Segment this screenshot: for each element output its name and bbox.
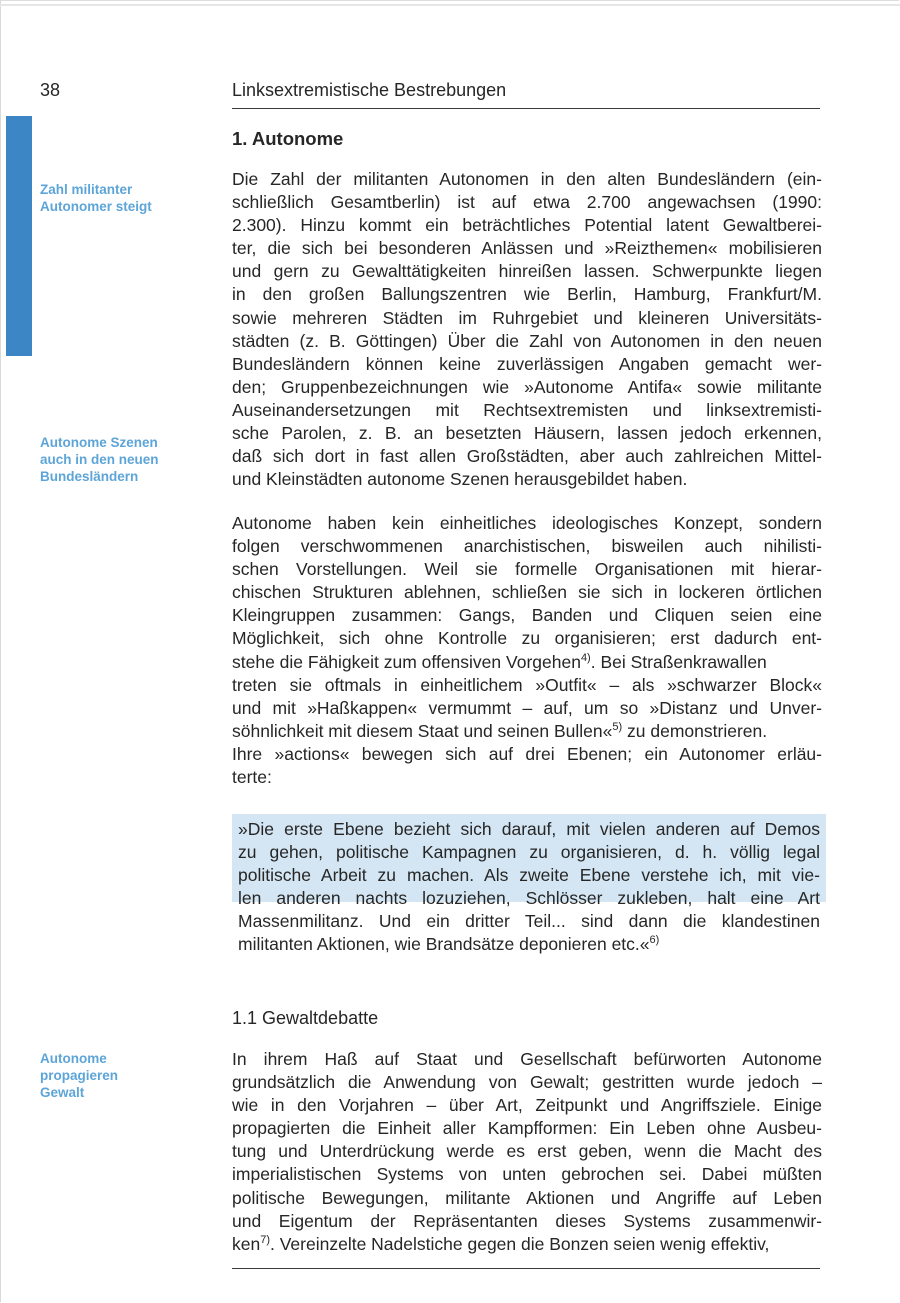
- footnote-ref-5: 5): [612, 721, 623, 734]
- running-head: Linksextremistische Bestrebungen: [232, 80, 507, 100]
- subsection-title: 1.1 Gewaltdebatte: [232, 1008, 379, 1028]
- section-title: 1. Autonome: [232, 128, 344, 149]
- footnote-ref-4: 4): [580, 651, 591, 664]
- margin-note-violence: Autonome propagieren Gewalt: [40, 1051, 119, 1100]
- footnote-ref-7: 7): [260, 1233, 270, 1246]
- block-quote: »Die erste Ebene bezieht sich darauf, mit vielen anderen auf Demos zu gehen, politische Kampagnen zu organisieren, d. h. völlig legal politische Arbeit zu machen. Als zweite Ebene verstehe ich, mit vie- len anderen nachts lozuziehen, Schlösser zukleben, halt eine Art Massenmilitanz. Und ein dritter Teil... sind dann die klandestinen militanten Aktionen, wie Brandsätze deponieren etc.«$^{6)}$: [238, 819, 820, 955]
- margin-note-new-states: Autonome Szenen auch in den neuen Bundesländern: [40, 435, 159, 484]
- margin-note-militant-count: Zahl militanter Autonomer steigt: [40, 182, 152, 214]
- header-rule: [232, 108, 820, 109]
- paragraph-3: In ihrem Haß auf Staat und Gesellschaft befürworten Autonome grundsätzlich die Anwendung von Gewalt; gestritten wurde jedoch – wie in den Vorjahren – über Art, Zeitpunkt und Angriffsziele. Einige propagierten die Einheit aller Kampfformen: Ein Leben ohne Ausbeu- tung und Unterdrückung werde es erst geben, wenn die Macht des imperialistischen Systems von unten gebrochen sei. Dabei müßten politische Bewegungen, militante Aktionen und Angriffe auf Leben und Eigentum der Repräsentanten dieses Systems zusammenwir- ken$^{7)}$. Vereinzelte Nadelstiche gegen die Bonzen seien wenig effektiv,: [232, 1049, 822, 1254]
- scan-top-edge: [0, 4, 900, 6]
- footnote-ref-6: 6): [649, 934, 660, 947]
- thumb-index-tab: [6, 116, 32, 356]
- page-number: 38: [40, 80, 61, 100]
- paragraph-1: Die Zahl der militanten Autonomen in den alten Bundesländern (ein- schließlich Gesamtberlin) ist auf etwa 2.700 angewachsen (1990: 2.300). Hinzu kommt ein beträchtliches Potential latent Gewaltberei- ter, die sich bei besonderen Anlässen und »Reizthemen« mobilisieren und gern zu Gewalttätigkeiten hinreißen lassen. Schwerpunkte liegen in den großen Ballungszentren wie Berlin, Hamburg, Frankfurt/M. sowie mehreren Städten im Ruhrgebiet und kleineren Universitäts- städten (z. B. Göttingen) Über die Zahl von Autonomen in den neuen Bundesländern können keine zuverlässigen Angaben gemacht wer- den; Gruppenbezeichnungen wie »Autonome Antifa« sowie militante Auseinandersetzungen mit Rechtsextremisten und linksextremisti- sche Parolen, z. B. an besetzten Häusern, lassen jedoch erkennen, daß sich dort in fast allen Großstädten, aber auch zahlreichen Mittel- und Kleinstädten autonome Szenen herausgebildet haben.: [232, 169, 822, 490]
- footer-rule: [232, 1268, 820, 1269]
- paragraph-2: Autonome haben kein einheitliches ideologisches Konzept, sondern folgen verschwommenen anarchistischen, bisweilen auch nihilisti- schen Vorstellungen. Weil sie formelle Organisationen mit hierar- chischen Strukturen ablehnen, schließen sie sich in lockeren örtlichen Kleingruppen zusammen: Gangs, Banden und Cliquen seien eine Möglichkeit, sich ohne Kontrolle zu organisieren; erst dadurch ent- stehe die Fähigkeit zum offensiven Vorgehen$^{4)}$. Bei Straßenkrawallen treten sie oftmals in einheitlichem »Outfit« – als »schwarzer Block« und mit »Haßkappen« vermummt – auf, um so »Distanz und Unver- söhnlichkeit mit diesem Staat und seinen Bullen«$^{5)}$ zu demonstrieren. Ihre »actions« bewegen sich auf drei Ebenen; ein Autonomer erläu- terte:: [232, 513, 822, 788]
